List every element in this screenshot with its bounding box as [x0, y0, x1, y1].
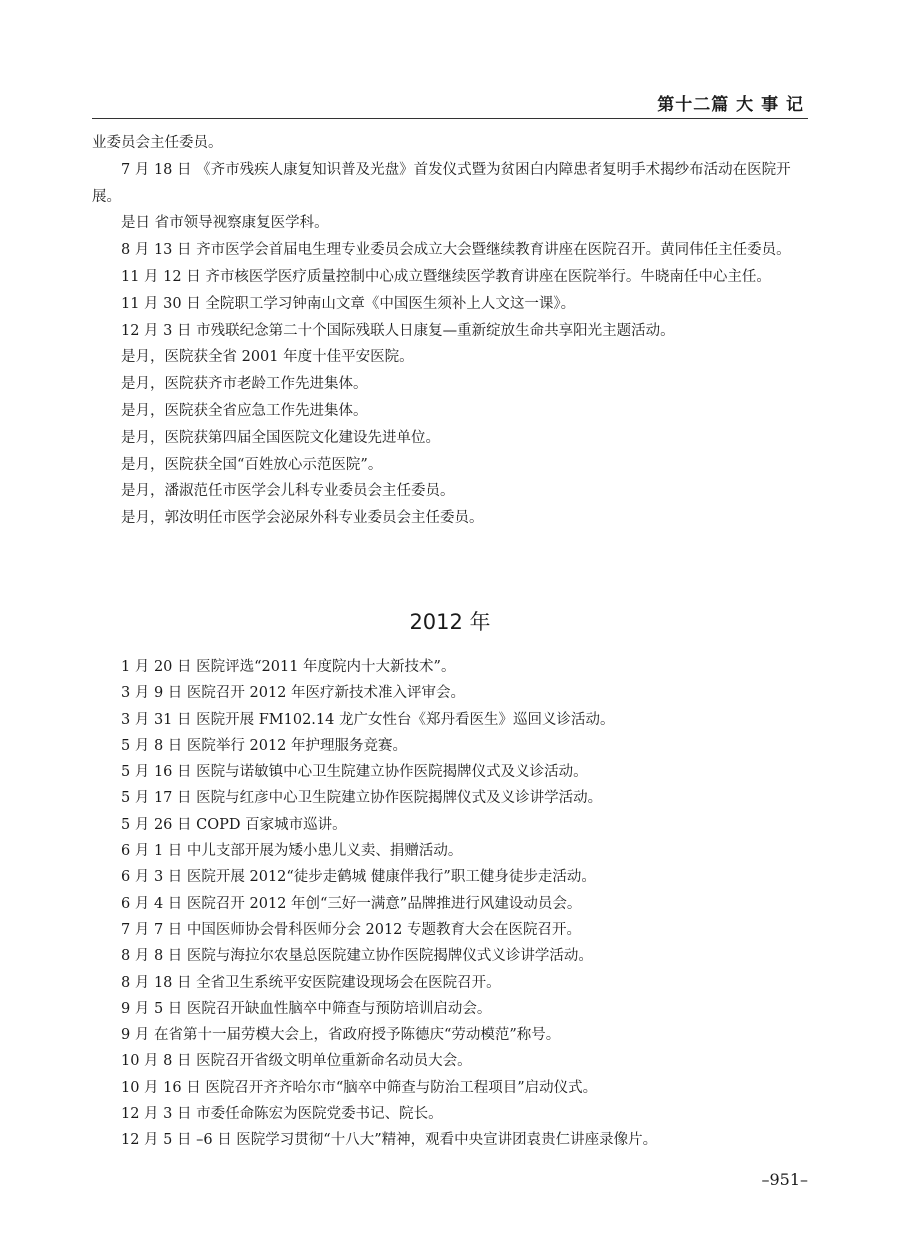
paragraph: 是月，潘淑范任市医学会儿科专业委员会主任委员。	[121, 483, 455, 500]
paragraph: 是月，医院获全省 2001 年度十佳平安医院。	[121, 349, 414, 366]
paragraph: 8 月 18 日 全省卫生系统平安医院建设现场会在医院召开。	[121, 974, 501, 991]
paragraph: 是月，郭汝明任市医学会泌尿外科专业委员会主任委员。	[121, 510, 484, 527]
paragraph: 5 月 17 日 医院与红彦中心卫生院建立协作医院揭牌仪式及义诊讲学活动。	[121, 790, 603, 807]
paragraph: 9 月 5 日 医院召开缺血性脑卒中筛查与预防培训启动会。	[121, 1000, 492, 1017]
paragraph: 是日 省市领导视察康复医学科。	[121, 215, 329, 232]
paragraph: 6 月 1 日 中儿支部开展为矮小患儿义卖、捐赠活动。	[121, 843, 463, 860]
paragraph: 6 月 3 日 医院开展 2012“徒步走鹤城 健康伴我行”职工健身徒步走活动。	[121, 869, 596, 886]
page-number: –951–	[761, 1170, 808, 1189]
year-heading: 2012 年	[409, 610, 491, 634]
paragraph: 11 月 30 日 全院职工学习钟南山文章《中国医生须补上人文这一课》。	[121, 295, 576, 312]
paragraph: 8 月 13 日 齐市医学会首届电生理专业委员会成立大会暨继续教育讲座在医院召开。黄同伟任主任委员。	[121, 242, 791, 259]
paragraph: 3 月 9 日 医院召开 2012 年医疗新技术准入评审会。	[121, 685, 466, 702]
paragraph: 5 月 26 日 COPD 百家城市巡讲。	[121, 816, 347, 833]
paragraph: 12 月 3 日 市委任命陈宏为医院党委书记、院长。	[121, 1106, 443, 1123]
paragraph: 12 月 3 日 市残联纪念第二十个国际残联人日康复—重新绽放生命共享阳光主题活动。	[121, 322, 675, 339]
paragraph: 是月，医院获全国“百姓放心示范医院”。	[121, 456, 383, 473]
paragraph: 11 月 12 日 齐市核医学医疗质量控制中心成立暨继续医学教育讲座在医院举行。牛晓南任中心主任。	[121, 268, 771, 285]
paragraph: 5 月 8 日 医院举行 2012 年护理服务竞赛。	[121, 737, 408, 754]
section-2011-events	[92, 130, 808, 532]
paragraph: 9 月 在省第十一届劳模大会上，省政府授予陈德庆“劳动模范”称号。	[121, 1027, 561, 1044]
paragraph: 12 月 5 日 –6 日 医院学习贯彻“十八大”精神，观看中央宣讲团袁贵仁讲座录像片。	[121, 1132, 658, 1149]
paragraph: 是月，医院获全省应急工作先进集体。	[121, 402, 368, 419]
paragraph: 是月，医院获第四届全国医院文化建设先进单位。	[121, 429, 440, 446]
paragraph: 8 月 8 日 医院与海拉尔农垦总医院建立协作医院揭牌仪式义诊讲学活动。	[121, 948, 593, 965]
paragraph: 10 月 8 日 医院召开省级文明单位重新命名动员大会。	[121, 1053, 472, 1070]
paragraph: 7 月 18 日 《齐市残疾人康复知识普及光盘》首发仪式暨为贫困白内障患者复明手术揭纱布活动在医院开展。	[92, 161, 791, 205]
paragraph: 是月，医院获齐市老龄工作先进集体。	[121, 376, 368, 393]
paragraph: 业委员会主任委员。	[92, 135, 223, 151]
chapter-title: 第十二篇 大 事 记	[657, 95, 804, 115]
paragraph: 6 月 4 日 医院召开 2012 年创“三好一满意”品牌推进行风建设动员会。	[121, 895, 582, 912]
paragraph: 10 月 16 日 医院召开齐齐哈尔市“脑卒中筛查与防治工程项目”启动仪式。	[121, 1079, 598, 1096]
section-2012-events	[92, 654, 808, 1154]
paragraph: 1 月 20 日 医院评选“2011 年度院内十大新技术”。	[121, 659, 456, 675]
paragraph: 3 月 31 日 医院开展 FM102.14 龙广女性台《郑丹看医生》巡回义诊活动。	[121, 711, 615, 728]
paragraph: 7 月 7 日 中国医师协会骨科医师分会 2012 专题教育大会在医院召开。	[121, 921, 582, 938]
page-header	[92, 0, 808, 119]
paragraph: 5 月 16 日 医院与诺敏镇中心卫生院建立协作医院揭牌仪式及义诊活动。	[121, 764, 588, 781]
